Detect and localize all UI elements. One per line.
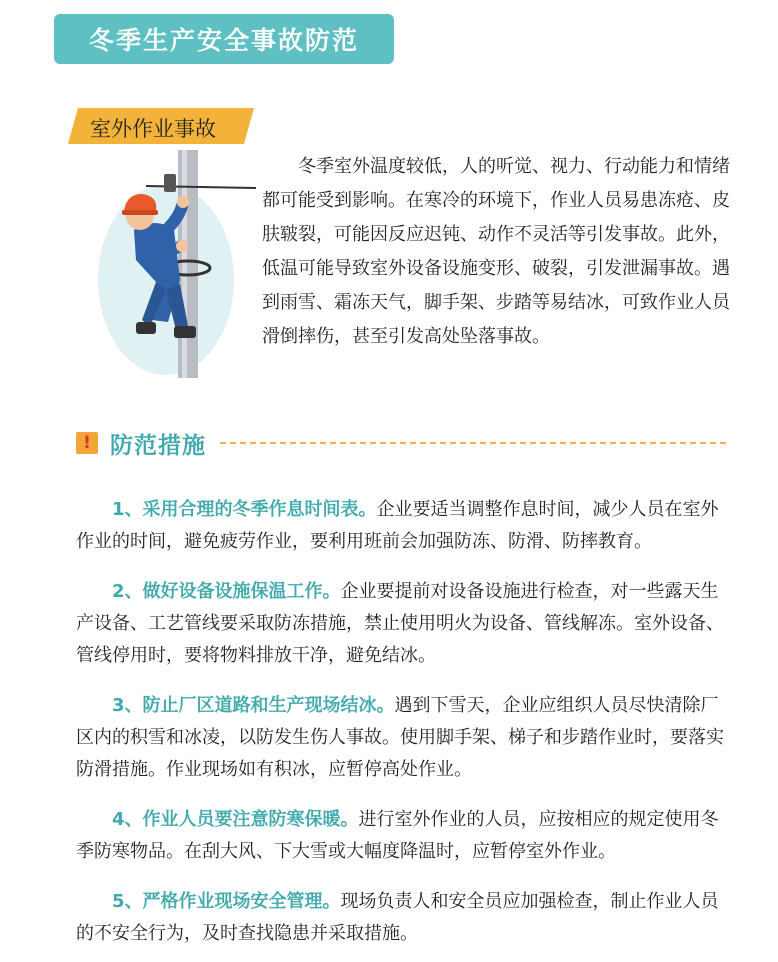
list-item <box>76 494 731 558</box>
item-lead: 5、严格作业现场安全管理。 <box>112 891 341 912</box>
item-text: 遇到下雪天，企业应组织人员尽快清除厂区内的积雪和冰凌，以防发生伤人事故。使用脚手架、梯子和步踏作业时，要落实防滑措施。作业现场如有积冰，应暂停高处作业。 <box>76 695 724 780</box>
page-title-banner <box>54 14 394 64</box>
item-lead: 2、做好设备设施保温工作。 <box>112 581 341 602</box>
list-item <box>76 690 731 786</box>
measures-list <box>76 476 731 962</box>
section-tag <box>68 104 258 148</box>
measures-header <box>76 424 726 462</box>
intro-paragraph: 冬季室外温度较低，人的听觉、视力、行动能力和情绪都可能受到影响。在寒冷的环境下，作业人员易患冻疮、皮肤皲裂，可能因反应迟钝、动作不灵活等引发事故。此外，低温可能导致室外设备设施变形、破裂，引发泄漏事故。遇到雨雪、霜冻天气，脚手架、步踏等易结冰，可致作业人员滑倒摔伤，甚至引发高处坠落事故。 <box>262 156 730 347</box>
exclamation-icon: ! <box>76 432 98 454</box>
item-text: 企业要适当调整作息时间，减少人员在室外作业的时间，避免疲劳作业，要利用班前会加强防冻、防滑、防摔教育。 <box>76 499 719 552</box>
list-item <box>76 886 731 950</box>
item-text: 现场负责人和安全员应加强检查，制止作业人员的不安全行为，及时查找隐患并采取措施。 <box>76 891 719 944</box>
item-text: 企业要提前对设备设施进行检查，对一些露天生产设备、工艺管线要采取防冻措施，禁止使用明火为设备、管线解冻。室外设备、管线停用时，要将物料排放干净，避免结冰。 <box>76 581 724 666</box>
list-item <box>76 804 731 868</box>
list-item <box>76 576 731 672</box>
measures-title: 防范措施 <box>110 432 206 459</box>
item-lead: 3、防止厂区道路和生产现场结冰。 <box>112 695 395 716</box>
dashed-divider <box>220 442 726 444</box>
worker-illustration <box>96 150 256 380</box>
item-text: 进行室外作业的人员，应按相应的规定使用冬季防寒物品。在刮大风、下大雪或大幅度降温时，应暂停室外作业。 <box>76 809 719 862</box>
item-lead: 1、采用合理的冬季作息时间表。 <box>112 499 377 520</box>
item-lead: 4、作业人员要注意防寒保暖。 <box>112 809 359 830</box>
section-tag-label: 室外作业事故 <box>90 117 216 141</box>
page-title: 冬季生产安全事故防范 <box>88 26 359 55</box>
